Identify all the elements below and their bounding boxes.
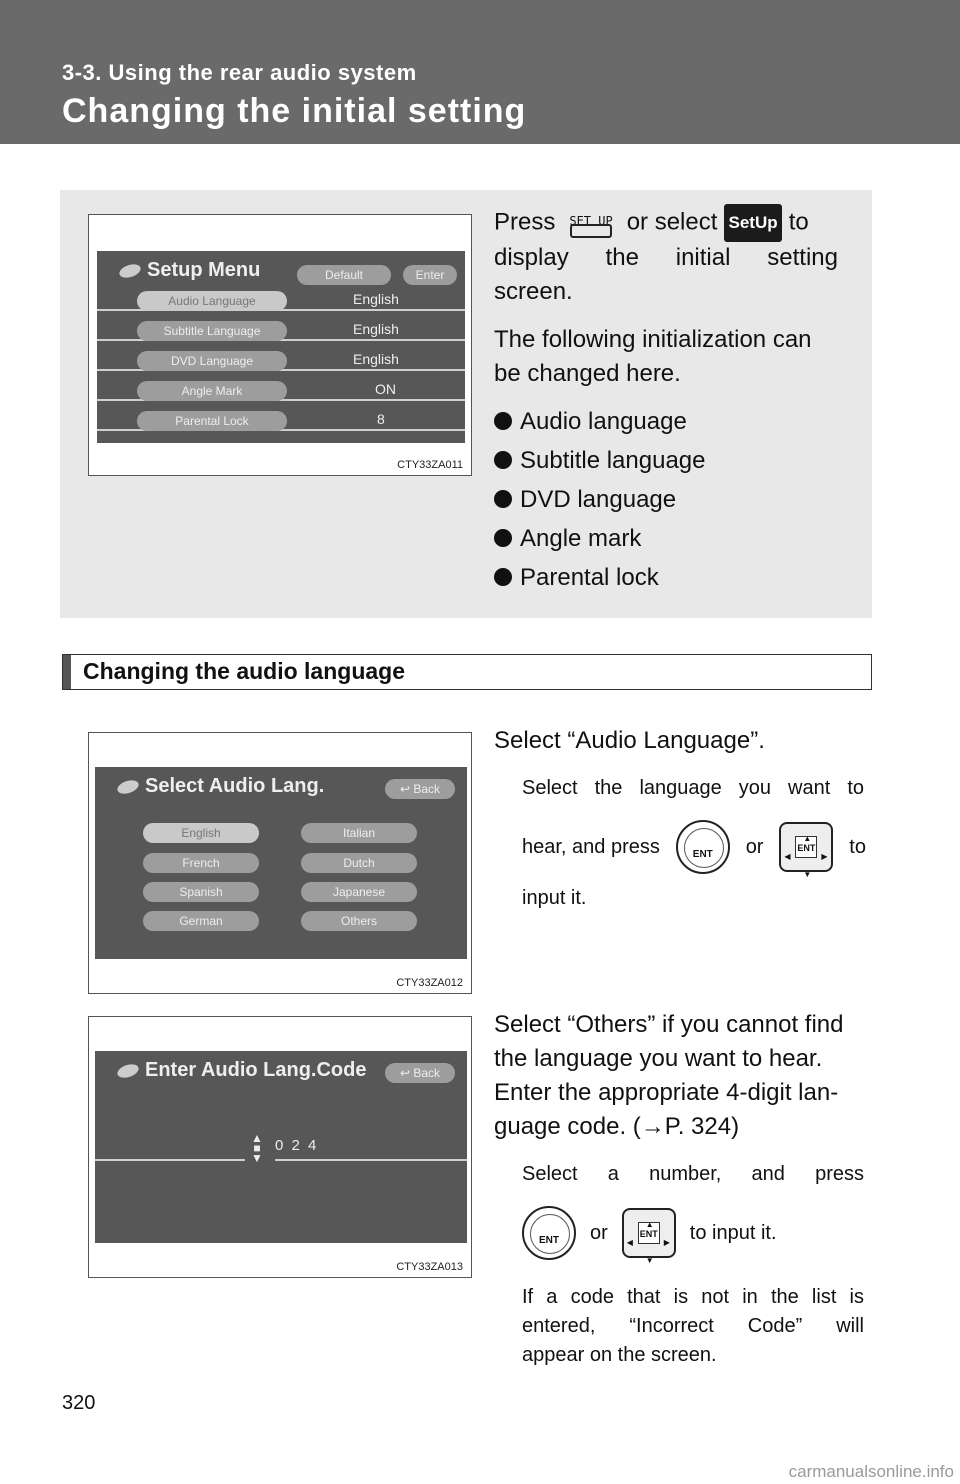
bullet-icon [494,412,512,430]
subsection-title: Changing the audio language [83,658,405,684]
bullet-item: DVD language [494,486,676,514]
setup-row-label[interactable]: Audio Language [137,291,287,311]
section-label: 3-3. Using the rear audio system [62,60,417,85]
step2-text: guage code. (→P. 324) [494,1113,740,1140]
setup-row-label[interactable]: Angle Mark [137,381,287,401]
enter-button[interactable]: Enter [403,265,457,285]
back-button[interactable]: ↩ Back [385,1063,455,1083]
language-option[interactable]: Others [301,911,417,931]
select-lang-heading: Select Audio Lang. [117,775,324,798]
language-option[interactable]: Spanish [143,882,259,902]
language-option[interactable]: Italian [301,823,417,843]
language-option[interactable]: French [143,853,259,873]
code-digits: 0 2 4 [275,1137,319,1154]
setup-row-value: English [353,291,399,307]
step2-text: the language you want to hear. [494,1045,823,1072]
setup-row-value: ON [375,381,396,397]
step1-sub-text: Select the language you want to [522,777,864,799]
figure-enter-lang-code [88,1016,472,1278]
setup-menu-screen [97,251,465,443]
bullet-icon [494,529,512,547]
setup-row-label[interactable]: Subtitle Language [137,321,287,341]
intro-text: The following initialization can [494,326,812,353]
bullet-icon [494,568,512,586]
back-button[interactable]: ↩ Back [385,779,455,799]
step2-sub-text: Select a number, and press [522,1163,864,1185]
disc-icon [116,1062,141,1080]
step1-text: Select “Audio Language”. [494,727,765,754]
language-option[interactable]: Japanese [301,882,417,902]
setup-row-label[interactable]: DVD Language [137,351,287,371]
bullet-icon [494,490,512,508]
setup-row-label[interactable]: Parental Lock [137,411,287,431]
page-number: 320 [62,1392,96,1414]
step2-sub-text: ENT or ENT ▲ ▼ ◀ ▶ to input it. [522,1206,777,1260]
disc-icon [116,778,141,796]
disc-icon [118,262,143,280]
ent-knob-icon: ENT [676,820,730,874]
code-stepper-icon[interactable]: ▲ ■ ▼ [251,1131,263,1165]
figure-select-audio-lang [88,732,472,994]
intro-text: screen. [494,278,573,305]
figure-caption: CTY33ZA012 [396,977,463,989]
intro-text: display the initial setting [494,244,838,271]
step2-text: Enter the appropriate 4-digit lan- [494,1079,839,1106]
ent-knob-icon: ENT [522,1206,576,1260]
setup-button-icon: SET UP [562,204,620,242]
enter-code-screen [95,1051,467,1243]
page-title: Changing the initial setting [62,92,527,130]
enter-code-heading: Enter Audio Lang.Code [117,1059,366,1082]
step2-note: If a code that is not in the list is [522,1286,864,1308]
default-button[interactable]: Default [297,265,391,285]
setup-row-value: 8 [377,411,385,427]
language-option[interactable]: Dutch [301,853,417,873]
step1-sub-text: input it. [522,887,587,909]
select-lang-screen [95,767,467,959]
code-rule [95,1159,245,1161]
code-rule [275,1159,467,1161]
bullet-item: Audio language [494,408,687,436]
intro-press-line: Press SET UP or select SetUp to [494,204,838,242]
ent-pad-icon: ENT ▲ ▼ ◀ ▶ [779,822,833,872]
setup-menu-heading: Setup Menu [119,259,260,282]
step2-text: Select “Others” if you cannot find [494,1011,844,1038]
language-option[interactable]: English [143,823,259,843]
step2-note: appear on the screen. [522,1344,717,1366]
page-header [0,0,960,144]
setup-row-value: English [353,351,399,367]
figure-caption: CTY33ZA011 [397,459,463,471]
intro-text: be changed here. [494,360,681,387]
setup-key-icon: SetUp [724,204,782,242]
bullet-item: Angle mark [494,525,641,553]
step1-sub-text: hear, and press ENT or ENT ▲ ▼ ◀ ▶ to [522,820,866,874]
figure-caption: CTY33ZA013 [396,1261,463,1273]
watermark: carmanualsonline.info [788,1462,954,1481]
figure-setup-menu [88,214,472,476]
subsection-heading [62,654,872,690]
language-option[interactable]: German [143,911,259,931]
step2-note: entered, “Incorrect Code” will [522,1315,864,1337]
bullet-icon [494,451,512,469]
setup-row-value: English [353,321,399,337]
bullet-item: Subtitle language [494,447,705,475]
ent-pad-icon: ENT ▲ ▼ ◀ ▶ [622,1208,676,1258]
bullet-item: Parental lock [494,564,659,592]
